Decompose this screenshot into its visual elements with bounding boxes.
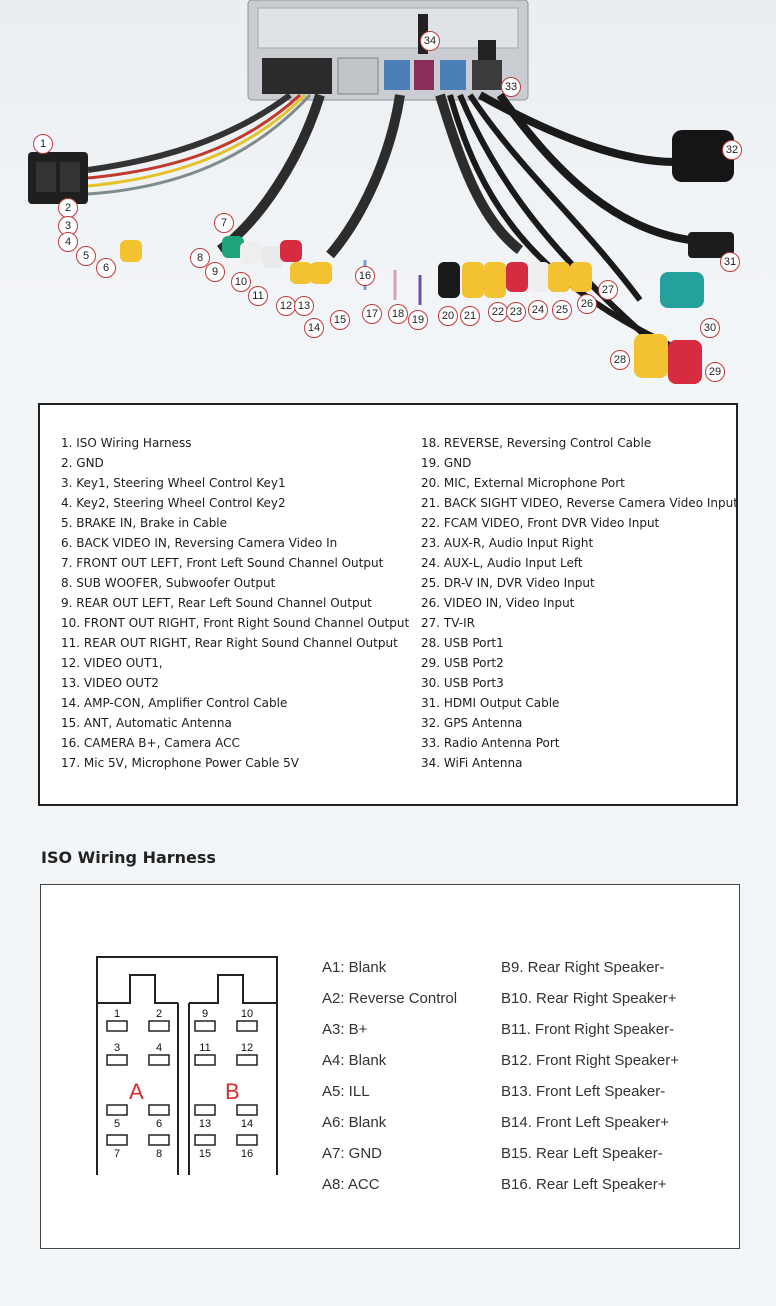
connector-b-notch: [189, 975, 277, 1003]
callout-marker: 30: [700, 318, 720, 338]
legend-item: 23. AUX-R, Audio Input Right: [421, 536, 594, 550]
a-pin-item: A6: Blank: [322, 1114, 387, 1131]
a-pin-item: A8: ACC: [322, 1176, 380, 1193]
legend-item: 4. Key2, Steering Wheel Control Key2: [61, 496, 286, 510]
connector-a-notch: [97, 975, 178, 1003]
pin-socket: [149, 1055, 169, 1065]
legend-left-column: [61, 433, 409, 773]
legend-item: 33. Radio Antenna Port: [421, 736, 560, 750]
pin-number: 11: [199, 1042, 211, 1054]
callout-marker: 28: [610, 350, 630, 370]
pin-number: 1: [113, 1008, 121, 1020]
callout-marker: 32: [722, 140, 742, 160]
legend-item: 24. AUX-L, Audio Input Left: [421, 556, 583, 570]
callout-marker: 11: [248, 286, 268, 306]
pin-socket: [195, 1021, 215, 1031]
pin-socket: [195, 1055, 215, 1065]
legend-item: 11. REAR OUT RIGHT, Rear Right Sound Channel Output: [61, 636, 398, 650]
legend-item: 3. Key1, Steering Wheel Control Key1: [61, 476, 286, 490]
callout-marker: 25: [552, 300, 572, 320]
a-pin-item: A5: ILL: [322, 1083, 370, 1100]
callout-marker: 7: [214, 213, 234, 233]
pin-socket: [149, 1021, 169, 1031]
legend-item: 6. BACK VIDEO IN, Reversing Camera Video In: [61, 536, 338, 550]
pin-socket: [237, 1055, 257, 1065]
callout-marker: 31: [720, 252, 740, 272]
legend-item: 16. CAMERA B+, Camera ACC: [61, 736, 240, 750]
legend-item: 17. Mic 5V, Microphone Power Cable 5V: [61, 756, 299, 770]
a-pin-item: A3: B+: [322, 1021, 368, 1038]
callout-marker: 9: [205, 262, 225, 282]
b-pin-item: B13. Front Left Speaker-: [501, 1083, 666, 1100]
legend-item: 10. FRONT OUT RIGHT, Front Right Sound Channel Output: [61, 616, 410, 630]
b-pin-item: B10. Rear Right Speaker+: [501, 990, 677, 1007]
legend-item: 7. FRONT OUT LEFT, Front Left Sound Channel Output: [61, 556, 384, 570]
connector-b-label: B: [225, 1079, 240, 1104]
callout-marker: 26: [577, 294, 597, 314]
callout-marker: 8: [190, 248, 210, 268]
callout-marker: 34: [420, 31, 440, 51]
pin-number: 13: [198, 1118, 212, 1130]
callout-marker: 14: [304, 318, 324, 338]
legend-item: 1. ISO Wiring Harness: [61, 436, 192, 450]
pin-socket: [107, 1135, 127, 1145]
b-pin-item: B16. Rear Left Speaker+: [501, 1176, 667, 1193]
legend-item: 25. DR-V IN, DVR Video Input: [421, 576, 595, 590]
iso-connector-diagram: [95, 955, 295, 1175]
pin-number: 7: [113, 1148, 121, 1160]
legend-item: 28. USB Port1: [421, 636, 504, 650]
pin-number: 10: [240, 1008, 254, 1020]
callout-marker: 18: [388, 304, 408, 324]
b-pin-item: B14. Front Left Speaker+: [501, 1114, 670, 1131]
b-pin-item: B12. Front Right Speaker+: [501, 1052, 680, 1069]
legend-item: 12. VIDEO OUT1,: [61, 656, 163, 670]
pin-socket: [237, 1021, 257, 1031]
callout-marker: 6: [96, 258, 116, 278]
pin-socket: [237, 1105, 257, 1115]
legend-item: 34. WiFi Antenna: [421, 756, 523, 770]
legend-item: 29. USB Port2: [421, 656, 504, 670]
a-pin-list: [322, 952, 457, 1200]
pin-socket: [107, 1105, 127, 1115]
legend-item: 27. TV-IR: [421, 616, 475, 630]
pin-number: 2: [155, 1008, 163, 1020]
legend-item: 18. REVERSE, Reversing Control Cable: [421, 436, 652, 450]
callout-marker: 29: [705, 362, 725, 382]
legend-item: 14. AMP-CON, Amplifier Control Cable: [61, 696, 288, 710]
pin-number: 5: [113, 1118, 121, 1130]
callout-marker: 10: [231, 272, 251, 292]
a-pin-item: A1: Blank: [322, 959, 387, 976]
pin-number: 15: [198, 1148, 212, 1160]
callout-marker: 17: [362, 304, 382, 324]
connector-a-label: A: [129, 1079, 144, 1104]
a-pin-item: A2: Reverse Control: [322, 990, 458, 1007]
legend-item: 21. BACK SIGHT VIDEO, Reverse Camera Video Input: [421, 496, 738, 510]
pin-socket: [107, 1055, 127, 1065]
callout-marker: 33: [501, 77, 521, 97]
callout-marker: 1: [33, 134, 53, 154]
pin-number: 4: [155, 1042, 163, 1054]
callout-marker: 13: [294, 296, 314, 316]
pin-socket: [149, 1135, 169, 1145]
callout-marker: 15: [330, 310, 350, 330]
callout-marker: 22: [488, 302, 508, 322]
b-pin-item: B15. Rear Left Speaker-: [501, 1145, 663, 1162]
pin-number: 6: [155, 1118, 163, 1130]
legend-item: 30. USB Port3: [421, 676, 504, 690]
b-pin-item: B9. Rear Right Speaker-: [501, 959, 665, 976]
pin-socket: [107, 1021, 127, 1031]
callout-marker: 2: [58, 198, 78, 218]
a-pin-item: A4: Blank: [322, 1052, 387, 1069]
legend-item: 22. FCAM VIDEO, Front DVR Video Input: [421, 516, 660, 530]
callout-marker: 19: [408, 310, 428, 330]
wiring-photo: [0, 0, 776, 400]
callout-marker: 3: [58, 216, 78, 236]
pin-number: 14: [240, 1118, 254, 1130]
legend-item: 13. VIDEO OUT2: [61, 676, 159, 690]
b-pin-item: B11. Front Right Speaker-: [501, 1021, 675, 1038]
wiring-illustration: [0, 0, 776, 400]
legend-right-column: [421, 433, 738, 773]
legend-item: 5. BRAKE IN, Brake in Cable: [61, 516, 228, 530]
legend-item: 2. GND: [61, 456, 104, 470]
pin-socket: [149, 1105, 169, 1115]
b-pin-list: [501, 952, 679, 1200]
callout-marker: 5: [76, 246, 96, 266]
callout-marker: 16: [355, 266, 375, 286]
a-pin-item: A7: GND: [322, 1145, 383, 1162]
legend-item: 15. ANT, Automatic Antenna: [61, 716, 232, 730]
legend-item: 26. VIDEO IN, Video Input: [421, 596, 575, 610]
callout-marker: 23: [506, 302, 526, 322]
legend-item: 32. GPS Antenna: [421, 716, 523, 730]
callout-marker: 4: [58, 232, 78, 252]
pin-socket: [237, 1135, 257, 1145]
pin-socket: [195, 1135, 215, 1145]
iso-pinout-box: [40, 884, 740, 1249]
pin-socket: [195, 1105, 215, 1115]
callout-marker: 20: [438, 306, 458, 326]
legend-item: 8. SUB WOOFER, Subwoofer Output: [61, 576, 276, 590]
legend-item: 9. REAR OUT LEFT, Rear Left Sound Channel Output: [61, 596, 372, 610]
pin-number: 16: [240, 1148, 254, 1160]
pin-number: 3: [113, 1042, 121, 1054]
callout-marker: 12: [276, 296, 296, 316]
callout-marker: 27: [598, 280, 618, 300]
pin-number: 12: [240, 1042, 254, 1054]
iso-section-title: ISO Wiring Harness: [41, 848, 216, 867]
callout-marker: 24: [528, 300, 548, 320]
cable-legend: [38, 403, 738, 806]
pin-number: 8: [155, 1148, 163, 1160]
legend-item: 20. MIC, External Microphone Port: [421, 476, 625, 490]
legend-item: 19. GND: [421, 456, 472, 470]
legend-item: 31. HDMI Output Cable: [421, 696, 560, 710]
pin-number: 9: [201, 1008, 209, 1020]
callout-marker: 21: [460, 306, 480, 326]
